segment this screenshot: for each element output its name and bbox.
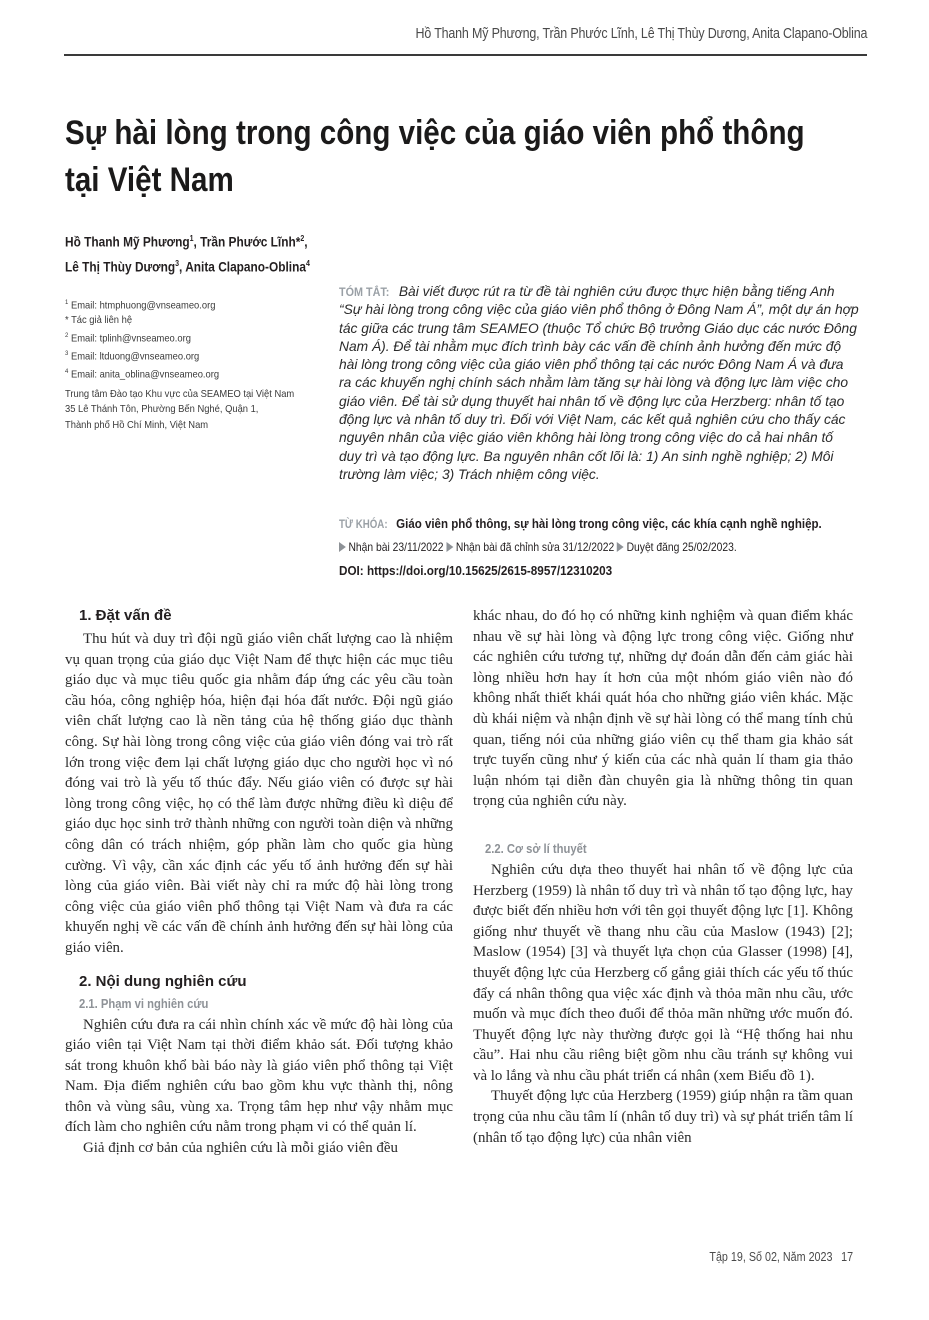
email-3-sup: 3	[65, 349, 69, 357]
section-2-2-heading: 2.2. Cơ sở lí thuyết	[485, 841, 587, 856]
abstract-label: TÓM TẮT:	[339, 285, 390, 299]
email-2: Email: tplinh@vnseameo.org	[70, 332, 191, 344]
keywords	[339, 516, 843, 532]
date-revised: Nhận bài đã chỉnh sửa 31/12/2022	[455, 540, 615, 554]
issue-info: Tập 19, Số 02, Năm 2023	[709, 1250, 833, 1264]
page-footer	[709, 1250, 853, 1264]
section-2-2-paragraph-2: Thuyết động lực của Herzberg (1959) giúp nhận ra tầm quan trọng của nhu cầu tâm lí (nhân tố duy trì) và sự phát triển tâm lí (nhân tố tạo động lực) của nhân viên	[473, 1088, 853, 1146]
institution-line-1: Trung tâm Đào tạo Khu vực của SEAMEO tại Việt Nam	[65, 388, 295, 400]
doi[interactable]: DOI: https://doi.org/10.15625/2615-8957/12310203	[339, 563, 613, 578]
email-1-row	[65, 296, 332, 314]
institution-line-3: Thành phố Hồ Chí Minh, Việt Nam	[65, 419, 209, 431]
email-3: Email: ltduong@vnseameo.org	[70, 350, 200, 362]
corresponding-note: * Tác giả liên hệ	[65, 314, 133, 326]
author-3: Lê Thị Thùy Dương	[65, 259, 176, 274]
section-1-heading: 1. Đặt vấn đề	[79, 607, 172, 624]
header-divider	[64, 54, 867, 56]
date-received: Nhận bài 23/11/2022	[348, 540, 444, 554]
arrow-icon	[446, 542, 453, 552]
author-2-sup: 2	[300, 234, 305, 243]
abstract-text: Bài viết được rút ra từ đề tài nghiên cứu được thực hiện bằng tiếng Anh “Sự hài lòng trong công việc của giáo viên phổ thông ở Đông Nam Á”, một dự án hợp tác giữa các trung tâm SEAMEO (thuộc Tổ chức Bộ trưởng Giáo dục các nước Đông Nam Á). Để tài nhằm mục đích trình bày các vấn đề chính ảnh hưởng đến mức độ hài lòng trong công việc của giáo viên phổ thông tại các nước Đông Nam Á và đưa ra các khuyến nghị chính sách nhằm làm tăng sự hài lòng và động lực làm việc cho giáo viên. Để tài sử dụng thuyết hai nhân tố về động lực của Herzberg: nhân tố tạo động lực và nhân tố duy trì. Đối với Việt Nam, các kết quả nghiên cứu cho thấy các nguyên nhân của việc giáo viên không hài lòng trong công việc do cả hai nhân tố duy trì và tạo động lực. Ba nguyên nhân cốt lõi là: 1) An sinh nghề nghiệp; 2) Môi trường làm việc; 3) Trách nhiệm công việc.	[339, 284, 859, 482]
authors-row-2	[65, 253, 310, 278]
author-1: Hồ Thanh Mỹ Phương	[65, 234, 190, 250]
date-accepted: Duyệt đăng 25/02/2023.	[626, 540, 737, 554]
institution	[65, 387, 332, 434]
running-head-authors: Hồ Thanh Mỹ Phương, Trần Phước Lĩnh, Lê Thị Thùy Dương, Anita Clapano-Oblina	[415, 26, 867, 42]
email-4: Email: anita_oblina@vnseameo.org	[70, 368, 220, 380]
title-line-1: Sự hài lòng trong công việc của giáo viên phổ thông	[65, 114, 805, 152]
authors-row-1	[65, 228, 310, 253]
section-2-1-heading: 2.1. Phạm vi nghiên cứu	[79, 996, 209, 1011]
keywords-text: Giáo viên phổ thông, sự hài lòng trong công việc, các khía cạnh nghề nghiệp.	[392, 516, 822, 531]
email-4-row	[65, 365, 332, 383]
email-1-sup: 1	[65, 299, 69, 306]
keywords-label: TỪ KHÓA:	[339, 517, 388, 531]
affiliations	[65, 296, 332, 433]
section-2-1-paragraph-2-continued: khác nhau, do đó họ có những kinh nghiệm và quan điểm khác nhau về sự hài lòng và động lực trong công việc. Giống như các nghiên cứu tương tự, những dự đoán dẫn đến cảm giác hài lòng nhiều hơn hay ít hơn của một nhóm giáo viên nào đó không nhất thiết khái quát hóa cho những giáo viên khác. Mặc dù khái niệm và nhận định về sự hài lòng có thể mang tính chủ quan, tiếng nói của những giáo viên cụ thể tham gia khảo sát trực tuyến cũng như ý kiến của các nhà quản lí tham gia thảo luận nhóm tại diễn đàn chuyên gia là những thông tin quan trọng của nghiên cứu này.	[473, 608, 853, 810]
email-1: Email: htmphuong@vnseameo.org	[70, 300, 216, 312]
author-2: , Trần Phước Lĩnh*	[193, 234, 301, 250]
section-2-heading: 2. Nội dung nghiên cứu	[79, 972, 247, 990]
body-column-left	[65, 606, 453, 1159]
article-dates	[339, 539, 821, 555]
email-4-sup: 4	[65, 367, 69, 375]
page-number: 17	[841, 1250, 853, 1264]
institution-line-2: 35 Lê Thánh Tôn, Phường Bến Nghé, Quận 1,	[65, 404, 259, 416]
author-list	[65, 228, 310, 277]
arrow-icon	[617, 542, 624, 552]
section-2-1-paragraph-1: Nghiên cứu đưa ra cái nhìn chính xác về mức độ hài lòng của giáo viên tại Việt Nam tại thời điểm khảo sát. Đối tượng khảo sát trong khuôn khổ bài báo này là giáo viên phổ thông tại Việt Nam. Địa điểm nghiên cứu bao gồm khu vực thành thị, nông thôn và vùng sâu, vùng xa. Trọng tâm hẹp như vậy nhằm mục đích làm cho nghiên cứu nằm trong phạm vi có thể quản lí.	[65, 1016, 453, 1136]
article-title	[65, 110, 848, 204]
arrow-icon	[339, 542, 346, 552]
author-3-sup: 3	[175, 258, 180, 268]
section-2-2-paragraph-1: Nghiên cứu dựa theo thuyết hai nhân tố về động lực của Herzberg (1959) là nhân tố duy trì và nhân tố tạo động lực, hay được biết đến nhiều hơn với tên gọi thuyết động lực [1]. Không giống như thuyết về thang nhu cầu của Maslow (1943) [2]; Maslow (1954) [3] và thuyết lựa chọn của Glasser (1998) [4], thuyết động lực của Herzberg cố gắng giải thích các yếu tố thúc đẩy cá nhân thông qua việc xác định và thỏa mãn nhu cầu, ước muốn và mục đích theo đuổi để thỏa mãn những ước muốn đó. Thuyết động lực này thường được gọi là “Hệ thống hai nhu cầu”. Hai nhu cầu riêng biệt gồm nhu cầu tránh sự không vui và lo lắng và nhu cầu phát triển cá nhân (xem Biểu đồ 1).	[473, 861, 853, 1084]
email-2-sup: 2	[65, 331, 69, 339]
author-4: , Anita Clapano-Oblina	[179, 259, 306, 274]
author-2-tail: ,	[304, 234, 308, 250]
author-4-sup: 4	[305, 258, 310, 268]
email-2-row	[65, 329, 332, 347]
section-1-paragraph: Thu hút và duy trì đội ngũ giáo viên chất lượng cao là nhiệm vụ quan trọng của giáo dục Việt Nam để thực hiện các mục tiêu giáo dục và mục tiêu quốc gia nhằm đáp ứng các yêu cầu toàn cầu hóa, công nghiệp hóa, hiện đại hóa đất nước. Đội ngũ giáo viên chất lượng cao là nền tảng của hệ thống giáo dục thành công. Sự hài lòng trong công việc của giáo viên đóng vai trò rất lớn trong việc đem lại chất lượng giáo dục cho người học vì nó đóng vai trò là yếu tố thúc đẩy. Nếu giáo viên có được sự hài lòng trong công việc, họ có thể làm được những điều kì diệu để giáo dục học sinh trở thành những con người toàn diện và những công dân có trách nhiệm, góp phần làm cho quốc gia hùng cường. Vì vậy, cần xác định các yếu tố ảnh hưởng đến sự hài lòng của giáo viên. Bài viết này chỉ ra mức độ hài lòng trong công việc của giáo viên phổ thông tại Việt Nam và đưa ra các khuyến nghị về các vấn đề chính ảnh hưởng đến sự hài lòng của giáo viên.	[65, 631, 453, 956]
abstract	[339, 283, 859, 484]
email-3-row	[65, 347, 332, 365]
author-1-sup: 1	[189, 234, 194, 243]
body-column-right	[473, 606, 853, 1148]
title-line-2: tại Việt Nam	[65, 161, 234, 199]
section-2-1-paragraph-2: Giả định cơ bản của nghiên cứu là mỗi giáo viên đều	[83, 1140, 398, 1157]
